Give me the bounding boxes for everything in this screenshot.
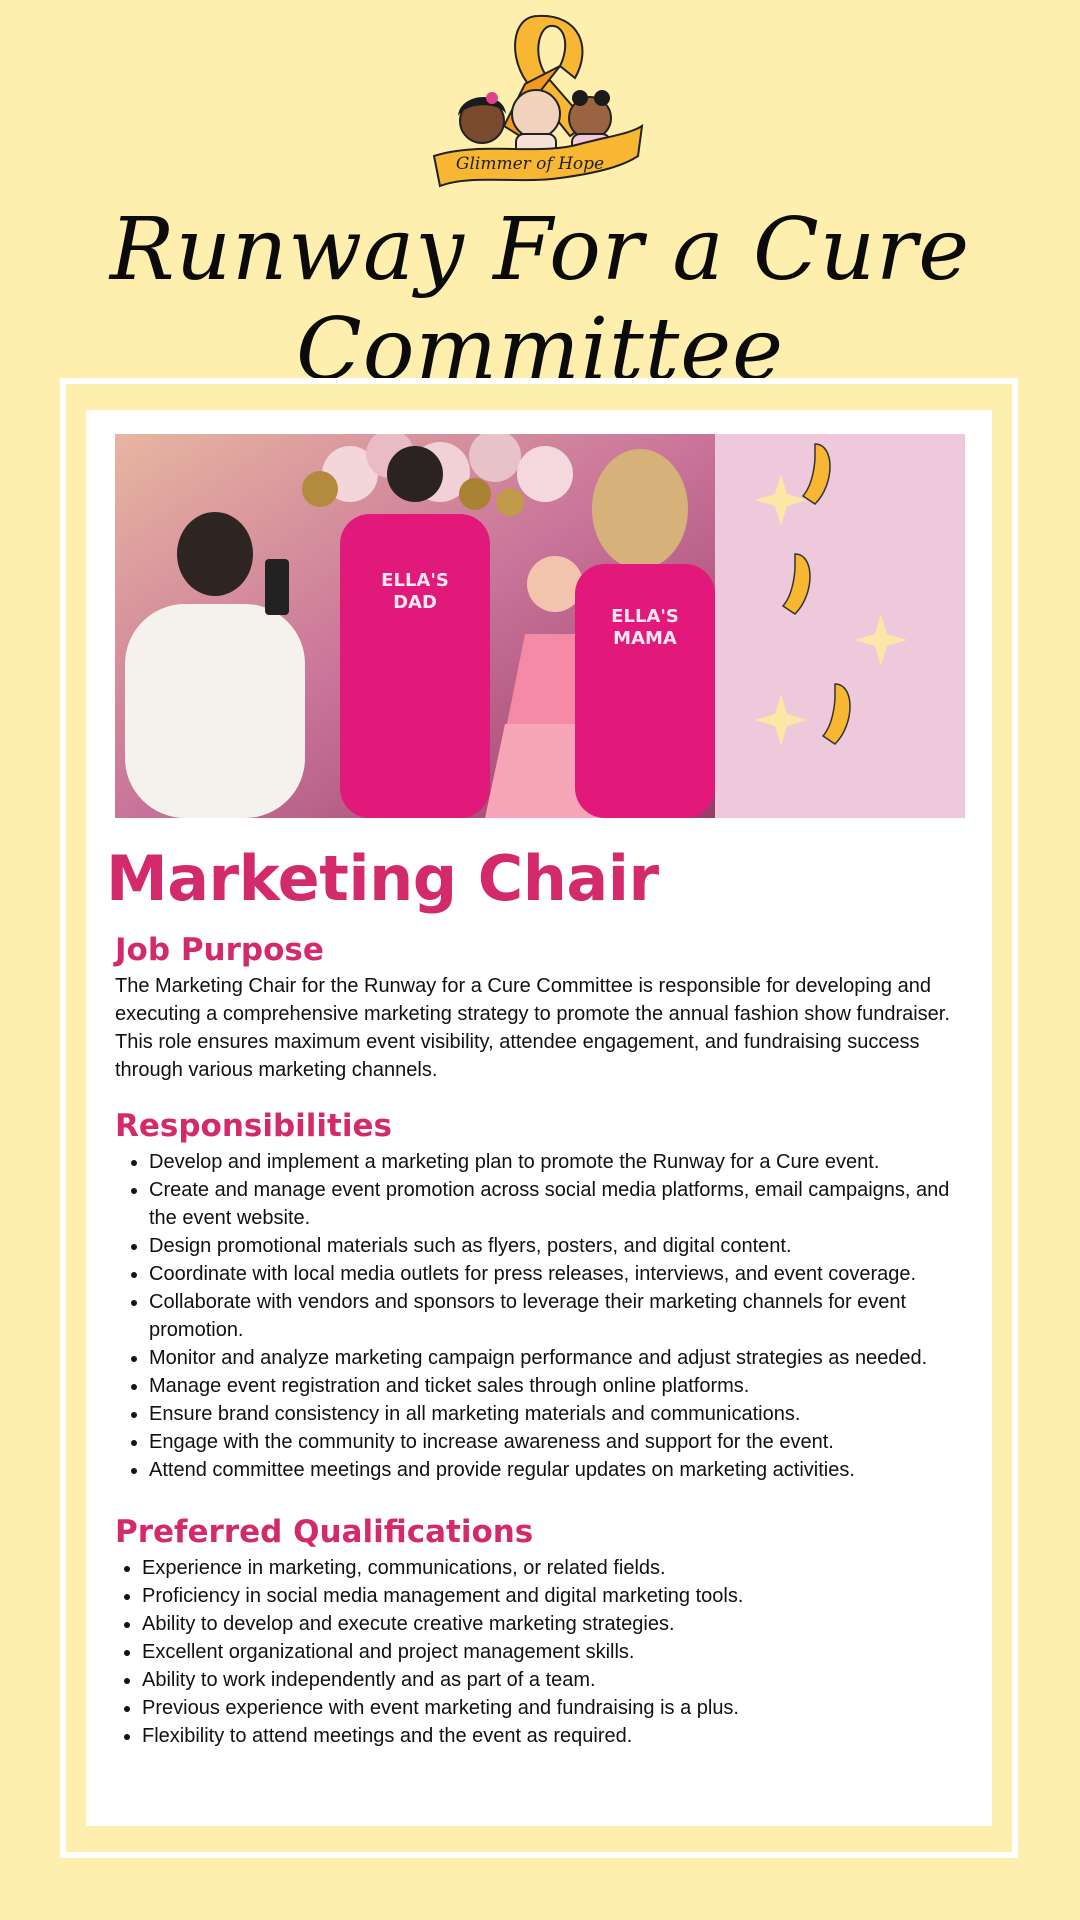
job-purpose-heading: Job Purpose bbox=[115, 932, 324, 968]
list-item: • Previous experience with event marketing and fundraising is a plus. bbox=[142, 1694, 965, 1722]
glimmer-of-hope-logo bbox=[420, 6, 650, 196]
jacket-left-line1: ELLA'S bbox=[381, 570, 449, 591]
list-item: • Ability to work independently and as part of a team. bbox=[142, 1666, 965, 1694]
responsibilities-list bbox=[115, 1148, 965, 1484]
jacket-right-line2: MAMA bbox=[613, 628, 677, 649]
qualifications-heading: Preferred Qualifications bbox=[115, 1514, 534, 1550]
list-item: • Develop and implement a marketing plan to promote the Runway for a Cure event. bbox=[149, 1148, 965, 1176]
list-item: • Manage event registration and ticket sales through online platforms. bbox=[149, 1372, 965, 1400]
jacket-left-line2: DAD bbox=[393, 592, 437, 613]
list-item: • Collaborate with vendors and sponsors to leverage their marketing channels for event promotion. bbox=[149, 1288, 965, 1344]
list-item: • Excellent organizational and project management skills. bbox=[142, 1638, 965, 1666]
list-item: • Engage with the community to increase awareness and support for the event. bbox=[149, 1428, 965, 1456]
list-item: • Ensure brand consistency in all marketing materials and communications. bbox=[149, 1400, 965, 1428]
qualifications-list bbox=[115, 1554, 965, 1750]
logo-banner-text: Glimmer of Hope bbox=[455, 154, 605, 174]
jacket-right-line1: ELLA'S bbox=[611, 606, 679, 627]
event-photo bbox=[115, 434, 965, 818]
list-item: • Flexibility to attend meetings and the event as required. bbox=[142, 1722, 965, 1750]
list-item: • Attend committee meetings and provide regular updates on marketing activities. bbox=[149, 1456, 965, 1484]
responsibilities-heading: Responsibilities bbox=[115, 1108, 392, 1144]
list-item: • Ability to develop and execute creative marketing strategies. bbox=[142, 1610, 965, 1638]
list-item: • Proficiency in social media management and digital marketing tools. bbox=[142, 1582, 965, 1610]
list-item: • Create and manage event promotion across social media platforms, email campaigns, and the event website. bbox=[149, 1176, 965, 1232]
list-item: • Monitor and analyze marketing campaign performance and adjust strategies as needed. bbox=[149, 1344, 965, 1372]
description-content bbox=[115, 930, 965, 1778]
list-item: • Design promotional materials such as flyers, posters, and digital content. bbox=[149, 1232, 965, 1260]
list-item: • Coordinate with local media outlets for press releases, interviews, and event coverage. bbox=[149, 1260, 965, 1288]
role-title: Marketing Chair bbox=[106, 842, 659, 915]
list-item: • Experience in marketing, communications, or related fields. bbox=[142, 1554, 965, 1582]
job-purpose-text: The Marketing Chair for the Runway for a Cure Committee is responsible for developing and executing a comprehensive marketing strategy to promote the annual fashion show fundraiser. This role ensures maximum event visibility, attendee engagement, and fundraising success through various marketing channels. bbox=[115, 975, 950, 1081]
headline-title: Runway For a Cure Committee bbox=[109, 200, 971, 400]
